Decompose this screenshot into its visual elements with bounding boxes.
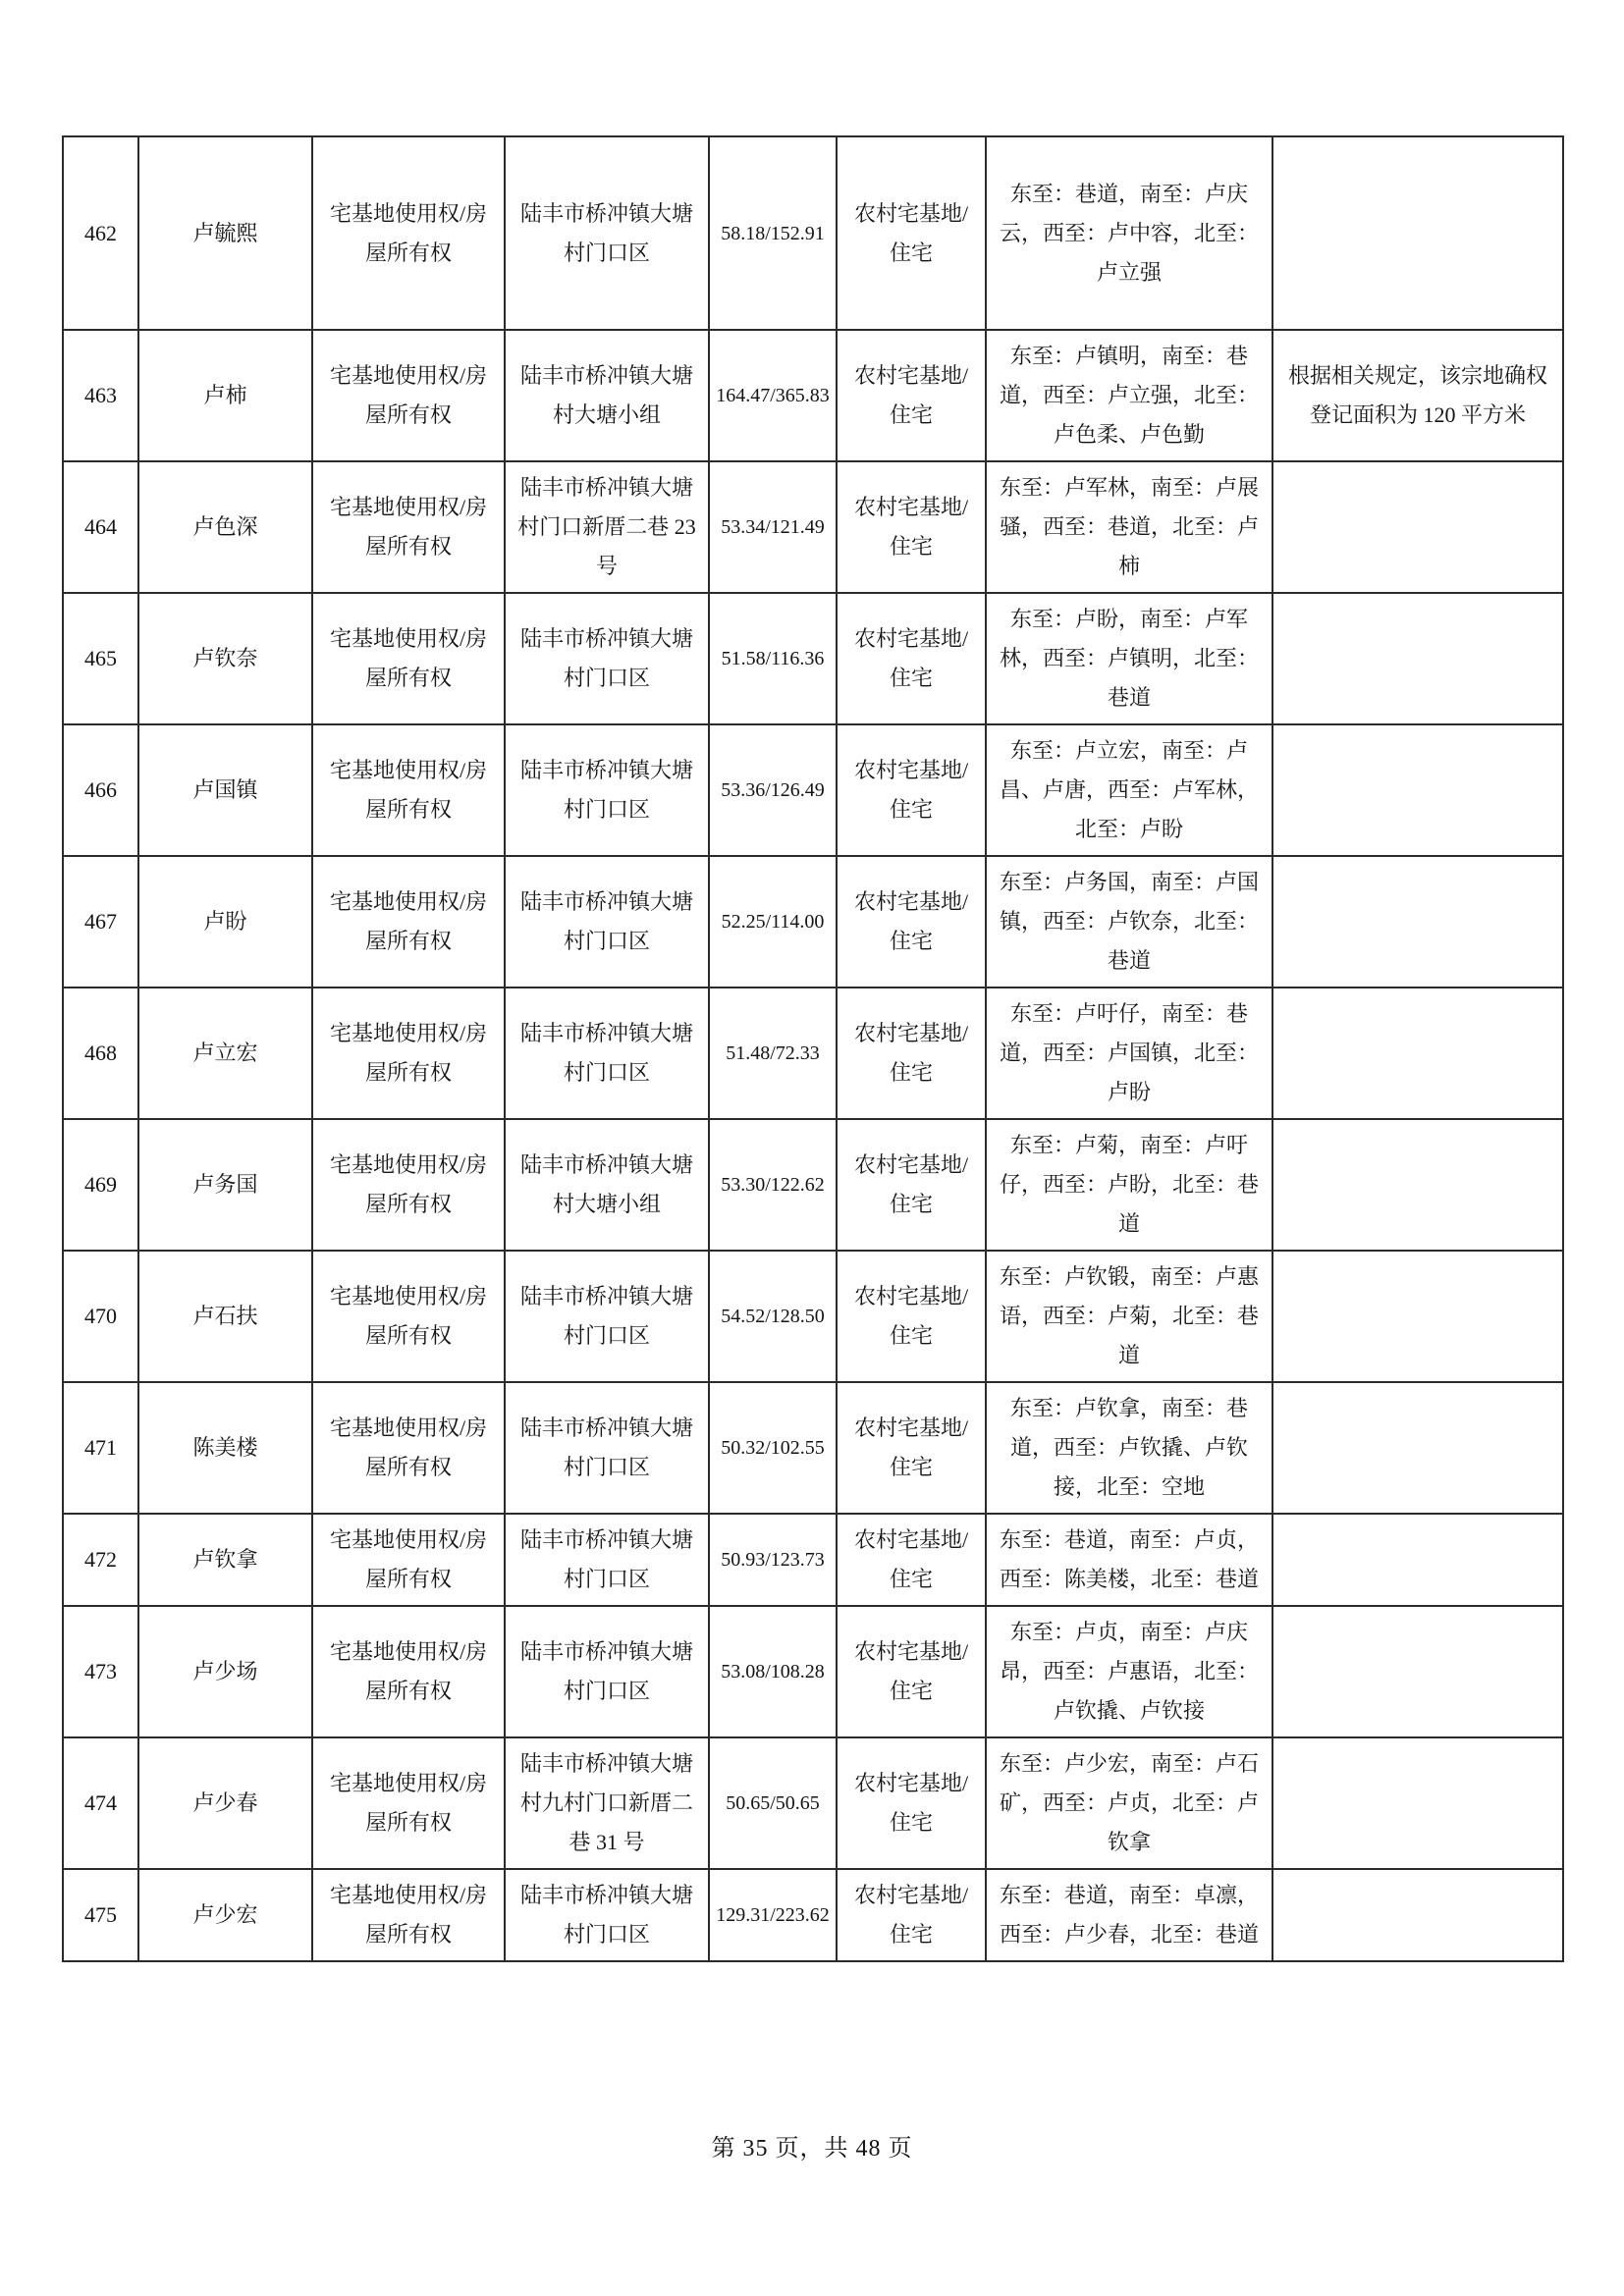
- cell-parcel-location: 陆丰市桥冲镇大塘村门口区: [505, 1514, 709, 1606]
- table-row: [63, 1251, 1563, 1382]
- table-row: [63, 461, 1563, 593]
- cell-serial-number: 465: [63, 593, 138, 724]
- cell-remark: [1272, 461, 1563, 593]
- cell-land-usage: 农村宅基地/住宅: [837, 330, 986, 461]
- cell-serial-number: 466: [63, 724, 138, 856]
- cell-area-values: 129.31/223.62: [709, 1869, 837, 1961]
- cell-parcel-location: 陆丰市桥冲镇大塘村门口新厝二巷 23 号: [505, 461, 709, 593]
- table-row: [63, 1382, 1563, 1514]
- cell-remark: [1272, 724, 1563, 856]
- table-row: [63, 988, 1563, 1119]
- cell-boundaries: 东至：巷道，南至：卢贞，西至：陈美楼，北至：巷道: [986, 1514, 1272, 1606]
- cell-remark: [1272, 136, 1563, 330]
- table-row: [63, 330, 1563, 461]
- cell-parcel-location: 陆丰市桥冲镇大塘村门口区: [505, 1382, 709, 1514]
- cell-land-usage: 农村宅基地/住宅: [837, 856, 986, 988]
- cell-remark: 根据相关规定，该宗地确权登记面积为 120 平方米: [1272, 330, 1563, 461]
- table-row: [63, 856, 1563, 988]
- cell-serial-number: 467: [63, 856, 138, 988]
- cell-rights-type: 宅基地使用权/房屋所有权: [312, 1514, 505, 1606]
- cell-parcel-location: 陆丰市桥冲镇大塘村门口区: [505, 1606, 709, 1737]
- cell-area-values: 50.65/50.65: [709, 1737, 837, 1869]
- cell-parcel-location: 陆丰市桥冲镇大塘村门口区: [505, 856, 709, 988]
- cell-area-values: 51.48/72.33: [709, 988, 837, 1119]
- cell-remark: [1272, 988, 1563, 1119]
- cell-area-values: 58.18/152.91: [709, 136, 837, 330]
- cell-parcel-location: 陆丰市桥冲镇大塘村门口区: [505, 988, 709, 1119]
- cell-parcel-location: 陆丰市桥冲镇大塘村门口区: [505, 1869, 709, 1961]
- cell-land-usage: 农村宅基地/住宅: [837, 1382, 986, 1514]
- cell-rights-holder: 卢石扶: [138, 1251, 312, 1382]
- cell-serial-number: 468: [63, 988, 138, 1119]
- cell-boundaries: 东至：卢贞，南至：卢庆昂，西至：卢惠语，北至：卢钦撬、卢钦接: [986, 1606, 1272, 1737]
- cell-parcel-location: 陆丰市桥冲镇大塘村大塘小组: [505, 1119, 709, 1251]
- cell-rights-type: 宅基地使用权/房屋所有权: [312, 988, 505, 1119]
- cell-boundaries: 东至：卢钦拿，南至：巷道，西至：卢钦撬、卢钦接，北至：空地: [986, 1382, 1272, 1514]
- cell-rights-holder: 卢少场: [138, 1606, 312, 1737]
- cell-rights-holder: 卢盼: [138, 856, 312, 988]
- cell-remark: [1272, 1869, 1563, 1961]
- cell-boundaries: 东至：卢钦锻，南至：卢惠语，西至：卢菊，北至：巷道: [986, 1251, 1272, 1382]
- cell-parcel-location: 陆丰市桥冲镇大塘村大塘小组: [505, 330, 709, 461]
- cell-area-values: 50.32/102.55: [709, 1382, 837, 1514]
- cell-rights-type: 宅基地使用权/房屋所有权: [312, 461, 505, 593]
- cell-serial-number: 471: [63, 1382, 138, 1514]
- cell-boundaries: 东至：卢务国，南至：卢国镇，西至：卢钦奈，北至：巷道: [986, 856, 1272, 988]
- cell-serial-number: 463: [63, 330, 138, 461]
- cell-parcel-location: 陆丰市桥冲镇大塘村门口区: [505, 136, 709, 330]
- cell-boundaries: 东至：巷道，南至：卢庆云，西至：卢中容，北至：卢立强: [986, 136, 1272, 330]
- cell-rights-type: 宅基地使用权/房屋所有权: [312, 1382, 505, 1514]
- cell-rights-holder: 卢务国: [138, 1119, 312, 1251]
- cell-rights-type: 宅基地使用权/房屋所有权: [312, 593, 505, 724]
- cell-rights-holder: 陈美楼: [138, 1382, 312, 1514]
- cell-rights-type: 宅基地使用权/房屋所有权: [312, 1606, 505, 1737]
- cell-boundaries: 东至：卢盼，南至：卢军林，西至：卢镇明，北至：巷道: [986, 593, 1272, 724]
- cell-area-values: 53.30/122.62: [709, 1119, 837, 1251]
- cell-land-usage: 农村宅基地/住宅: [837, 136, 986, 330]
- cell-boundaries: 东至：卢少宏，南至：卢石矿，西至：卢贞，北至：卢钦拿: [986, 1737, 1272, 1869]
- cell-rights-holder: 卢钦奈: [138, 593, 312, 724]
- cell-boundaries: 东至：卢菊，南至：卢吁仔，西至：卢盼，北至：巷道: [986, 1119, 1272, 1251]
- cell-rights-type: 宅基地使用权/房屋所有权: [312, 724, 505, 856]
- table-row: [63, 593, 1563, 724]
- cell-rights-holder: 卢立宏: [138, 988, 312, 1119]
- cell-land-usage: 农村宅基地/住宅: [837, 1119, 986, 1251]
- parcel-table-body: [63, 136, 1563, 1961]
- cell-remark: [1272, 1606, 1563, 1737]
- table-row: [63, 1119, 1563, 1251]
- cell-area-values: 53.34/121.49: [709, 461, 837, 593]
- cell-land-usage: 农村宅基地/住宅: [837, 1869, 986, 1961]
- cell-land-usage: 农村宅基地/住宅: [837, 593, 986, 724]
- cell-rights-holder: 卢少春: [138, 1737, 312, 1869]
- cell-area-values: 52.25/114.00: [709, 856, 837, 988]
- cell-rights-holder: 卢色深: [138, 461, 312, 593]
- cell-boundaries: 东至：巷道，南至：卓凛，西至：卢少春，北至：巷道: [986, 1869, 1272, 1961]
- cell-rights-holder: 卢柿: [138, 330, 312, 461]
- cell-rights-holder: 卢钦拿: [138, 1514, 312, 1606]
- cell-rights-type: 宅基地使用权/房屋所有权: [312, 330, 505, 461]
- cell-serial-number: 474: [63, 1737, 138, 1869]
- cell-parcel-location: 陆丰市桥冲镇大塘村九村门口新厝二巷 31 号: [505, 1737, 709, 1869]
- cell-area-values: 53.08/108.28: [709, 1606, 837, 1737]
- cell-area-values: 50.93/123.73: [709, 1514, 837, 1606]
- cell-serial-number: 470: [63, 1251, 138, 1382]
- cell-area-values: 53.36/126.49: [709, 724, 837, 856]
- cell-rights-type: 宅基地使用权/房屋所有权: [312, 1737, 505, 1869]
- cell-boundaries: 东至：卢军林，南至：卢展骚，西至：巷道，北至：卢柿: [986, 461, 1272, 593]
- cell-remark: [1272, 1382, 1563, 1514]
- cell-land-usage: 农村宅基地/住宅: [837, 1606, 986, 1737]
- table-row: [63, 1606, 1563, 1737]
- cell-rights-type: 宅基地使用权/房屋所有权: [312, 1251, 505, 1382]
- cell-parcel-location: 陆丰市桥冲镇大塘村门口区: [505, 724, 709, 856]
- cell-rights-type: 宅基地使用权/房屋所有权: [312, 856, 505, 988]
- cell-boundaries: 东至：卢立宏，南至：卢昌、卢唐，西至：卢军林，北至：卢盼: [986, 724, 1272, 856]
- cell-land-usage: 农村宅基地/住宅: [837, 1737, 986, 1869]
- cell-rights-type: 宅基地使用权/房屋所有权: [312, 136, 505, 330]
- cell-rights-type: 宅基地使用权/房屋所有权: [312, 1869, 505, 1961]
- cell-boundaries: 东至：卢镇明，南至：巷道，西至：卢立强，北至：卢色柔、卢色勤: [986, 330, 1272, 461]
- cell-parcel-location: 陆丰市桥冲镇大塘村门口区: [505, 1251, 709, 1382]
- cell-land-usage: 农村宅基地/住宅: [837, 1251, 986, 1382]
- cell-serial-number: 462: [63, 136, 138, 330]
- cell-area-values: 51.58/116.36: [709, 593, 837, 724]
- land-registration-table: [62, 135, 1564, 1962]
- cell-remark: [1272, 1514, 1563, 1606]
- cell-serial-number: 473: [63, 1606, 138, 1737]
- cell-rights-holder: 卢少宏: [138, 1869, 312, 1961]
- cell-rights-holder: 卢毓熙: [138, 136, 312, 330]
- cell-serial-number: 464: [63, 461, 138, 593]
- cell-remark: [1272, 1251, 1563, 1382]
- cell-serial-number: 472: [63, 1514, 138, 1606]
- cell-land-usage: 农村宅基地/住宅: [837, 461, 986, 593]
- cell-land-usage: 农村宅基地/住宅: [837, 724, 986, 856]
- cell-rights-holder: 卢国镇: [138, 724, 312, 856]
- table-row: [63, 1869, 1563, 1961]
- cell-remark: [1272, 1119, 1563, 1251]
- table-row: [63, 724, 1563, 856]
- cell-area-values: 164.47/365.83: [709, 330, 837, 461]
- cell-serial-number: 475: [63, 1869, 138, 1961]
- table-row: [63, 1737, 1563, 1869]
- cell-parcel-location: 陆丰市桥冲镇大塘村门口区: [505, 593, 709, 724]
- cell-remark: [1272, 1737, 1563, 1869]
- cell-rights-type: 宅基地使用权/房屋所有权: [312, 1119, 505, 1251]
- page-number-footer: 第 35 页，共 48 页: [711, 2136, 913, 2162]
- table-row: [63, 1514, 1563, 1606]
- cell-serial-number: 469: [63, 1119, 138, 1251]
- cell-land-usage: 农村宅基地/住宅: [837, 1514, 986, 1606]
- cell-boundaries: 东至：卢吁仔，南至：巷道，西至：卢国镇，北至：卢盼: [986, 988, 1272, 1119]
- cell-area-values: 54.52/128.50: [709, 1251, 837, 1382]
- cell-land-usage: 农村宅基地/住宅: [837, 988, 986, 1119]
- cell-remark: [1272, 856, 1563, 988]
- table-row: [63, 136, 1563, 330]
- cell-remark: [1272, 593, 1563, 724]
